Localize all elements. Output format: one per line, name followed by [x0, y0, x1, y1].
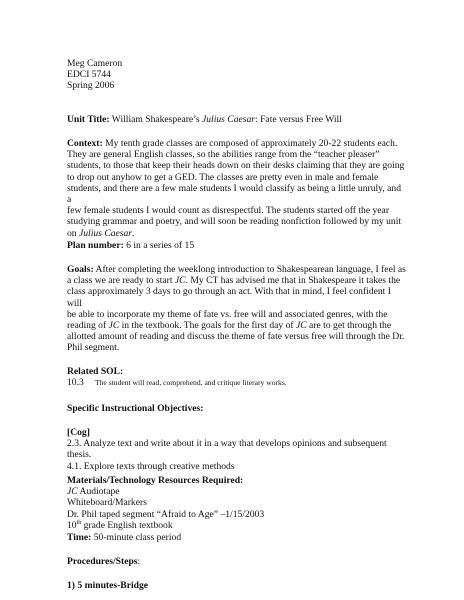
objective-item: 2.3. Analyze text and write about it in a way that develops opinions and subsequent: [67, 438, 387, 450]
author-name: Meg Cameron: [67, 58, 123, 69]
objective-item: 4.1. Explore texts through creative methods: [67, 460, 235, 472]
goals-line: reading of: [67, 320, 109, 332]
material-italic: JC: [67, 486, 78, 498]
cog-label: [Cog]: [67, 427, 90, 438]
procedures-heading: [67, 556, 407, 567]
objective-item: thesis.: [67, 449, 92, 461]
context-last-prefix: on: [67, 227, 79, 239]
plan-number-label: Plan number:: [67, 240, 124, 251]
context-line: students, to those that keep their heads down on their desks claiming that they are going: [67, 160, 405, 172]
context-line: to drop out anyhow to get a GED. The classes are pretty even in male and female: [67, 171, 379, 183]
unit-title-italic: Julius Caesar: [201, 114, 256, 125]
unit-title-label: Unit Title:: [67, 114, 110, 125]
context-line: students, and there are a few male students I would classify as being a little unruly, and a: [67, 182, 401, 206]
material-item: Whiteboard/Markers: [67, 497, 147, 509]
sol-text: The student will read, comprehend, and critique literary works.: [95, 378, 287, 388]
goals-italic: JC: [108, 320, 120, 332]
course-code: EDCI 5744: [67, 69, 111, 81]
goals-line: After completing the weeklong introduction to Shakespearean language, I feel as: [93, 264, 406, 275]
step-heading: [67, 580, 407, 591]
header-block: [67, 58, 407, 92]
context-line: few female students I would count as disrespectful. The students started off the year: [67, 205, 390, 217]
goals-line: a class we are ready to start: [67, 275, 175, 287]
goals-line: allotted amount of reading and discuss the theme of fate versus free will through the Dr.: [67, 331, 405, 343]
material-item: [67, 520, 407, 531]
objectives-heading: [67, 403, 407, 414]
goals-italic: JC: [295, 320, 307, 332]
goals-line: Phil segment.: [67, 342, 120, 354]
step-1-label: 1) 5 minutes-Bridge: [67, 580, 149, 591]
material-text: Audiotape: [77, 486, 120, 498]
time-line: [67, 532, 407, 543]
context-last-italic: Julius Caesar: [79, 227, 133, 239]
materials-section: [67, 475, 407, 531]
context-paragraph: [67, 138, 407, 239]
context-label: Context:: [67, 138, 103, 149]
material-superscript: th: [76, 519, 82, 526]
sol-number: 10.3: [67, 377, 84, 389]
plan-number-line: [67, 240, 407, 251]
term: Spring 2006: [67, 80, 115, 92]
context-line: My tenth grade classes are composed of approximately 20-22 students each.: [102, 138, 398, 149]
objectives-list: [67, 427, 407, 472]
goals-line: are to get through the: [306, 320, 392, 332]
material-item: [67, 486, 407, 497]
materials-label: Materials/Technology Resources Required:: [67, 475, 244, 486]
time-value: 50-minute class period: [91, 532, 182, 543]
time-label: Time:: [67, 532, 92, 543]
goals-italic: JC: [174, 275, 186, 287]
procedures-colon: :: [137, 556, 141, 567]
context-line: They are general English classes, so the abilities range from the “teacher pleaser”: [67, 149, 380, 161]
material-text: grade English textbook: [81, 519, 173, 531]
goals-line: be able to incorporate my theme of fate vs. free will and associated genres, with the: [67, 308, 388, 320]
related-sol-label: Related SOL:: [67, 366, 124, 377]
unit-title-suffix: : Fate versus Free Will: [255, 114, 342, 125]
material-item: Dr. Phil taped segment “Afraid to Age” –1/15/2003: [67, 508, 265, 520]
context-line: studying grammar and poetry, and will soon be reading nonfiction followed by my unit: [67, 216, 402, 228]
goals-line: . My CT has advised me that in Shakespeare it takes the: [185, 275, 401, 287]
unit-title-text: William Shakespeare’s: [109, 114, 202, 125]
related-sol: [67, 366, 407, 388]
material-text: 10: [67, 519, 77, 531]
goals-paragraph: [67, 264, 407, 354]
goals-line: class approximately 3 days to go through an act. With that in mind, I feel confident I will: [67, 286, 391, 309]
unit-title-line: [67, 114, 407, 125]
plan-number-value: 6 in a series of 15: [123, 240, 195, 251]
sol-entry: [67, 377, 407, 388]
context-last-suffix: .: [132, 227, 135, 239]
objectives-label: Specific Instructional Objectives:: [67, 403, 204, 414]
procedures-label: Procedures/Steps: [67, 556, 138, 567]
goals-line: in the textbook. The goals for the first day of: [119, 320, 296, 332]
goals-label: Goals:: [67, 264, 94, 275]
